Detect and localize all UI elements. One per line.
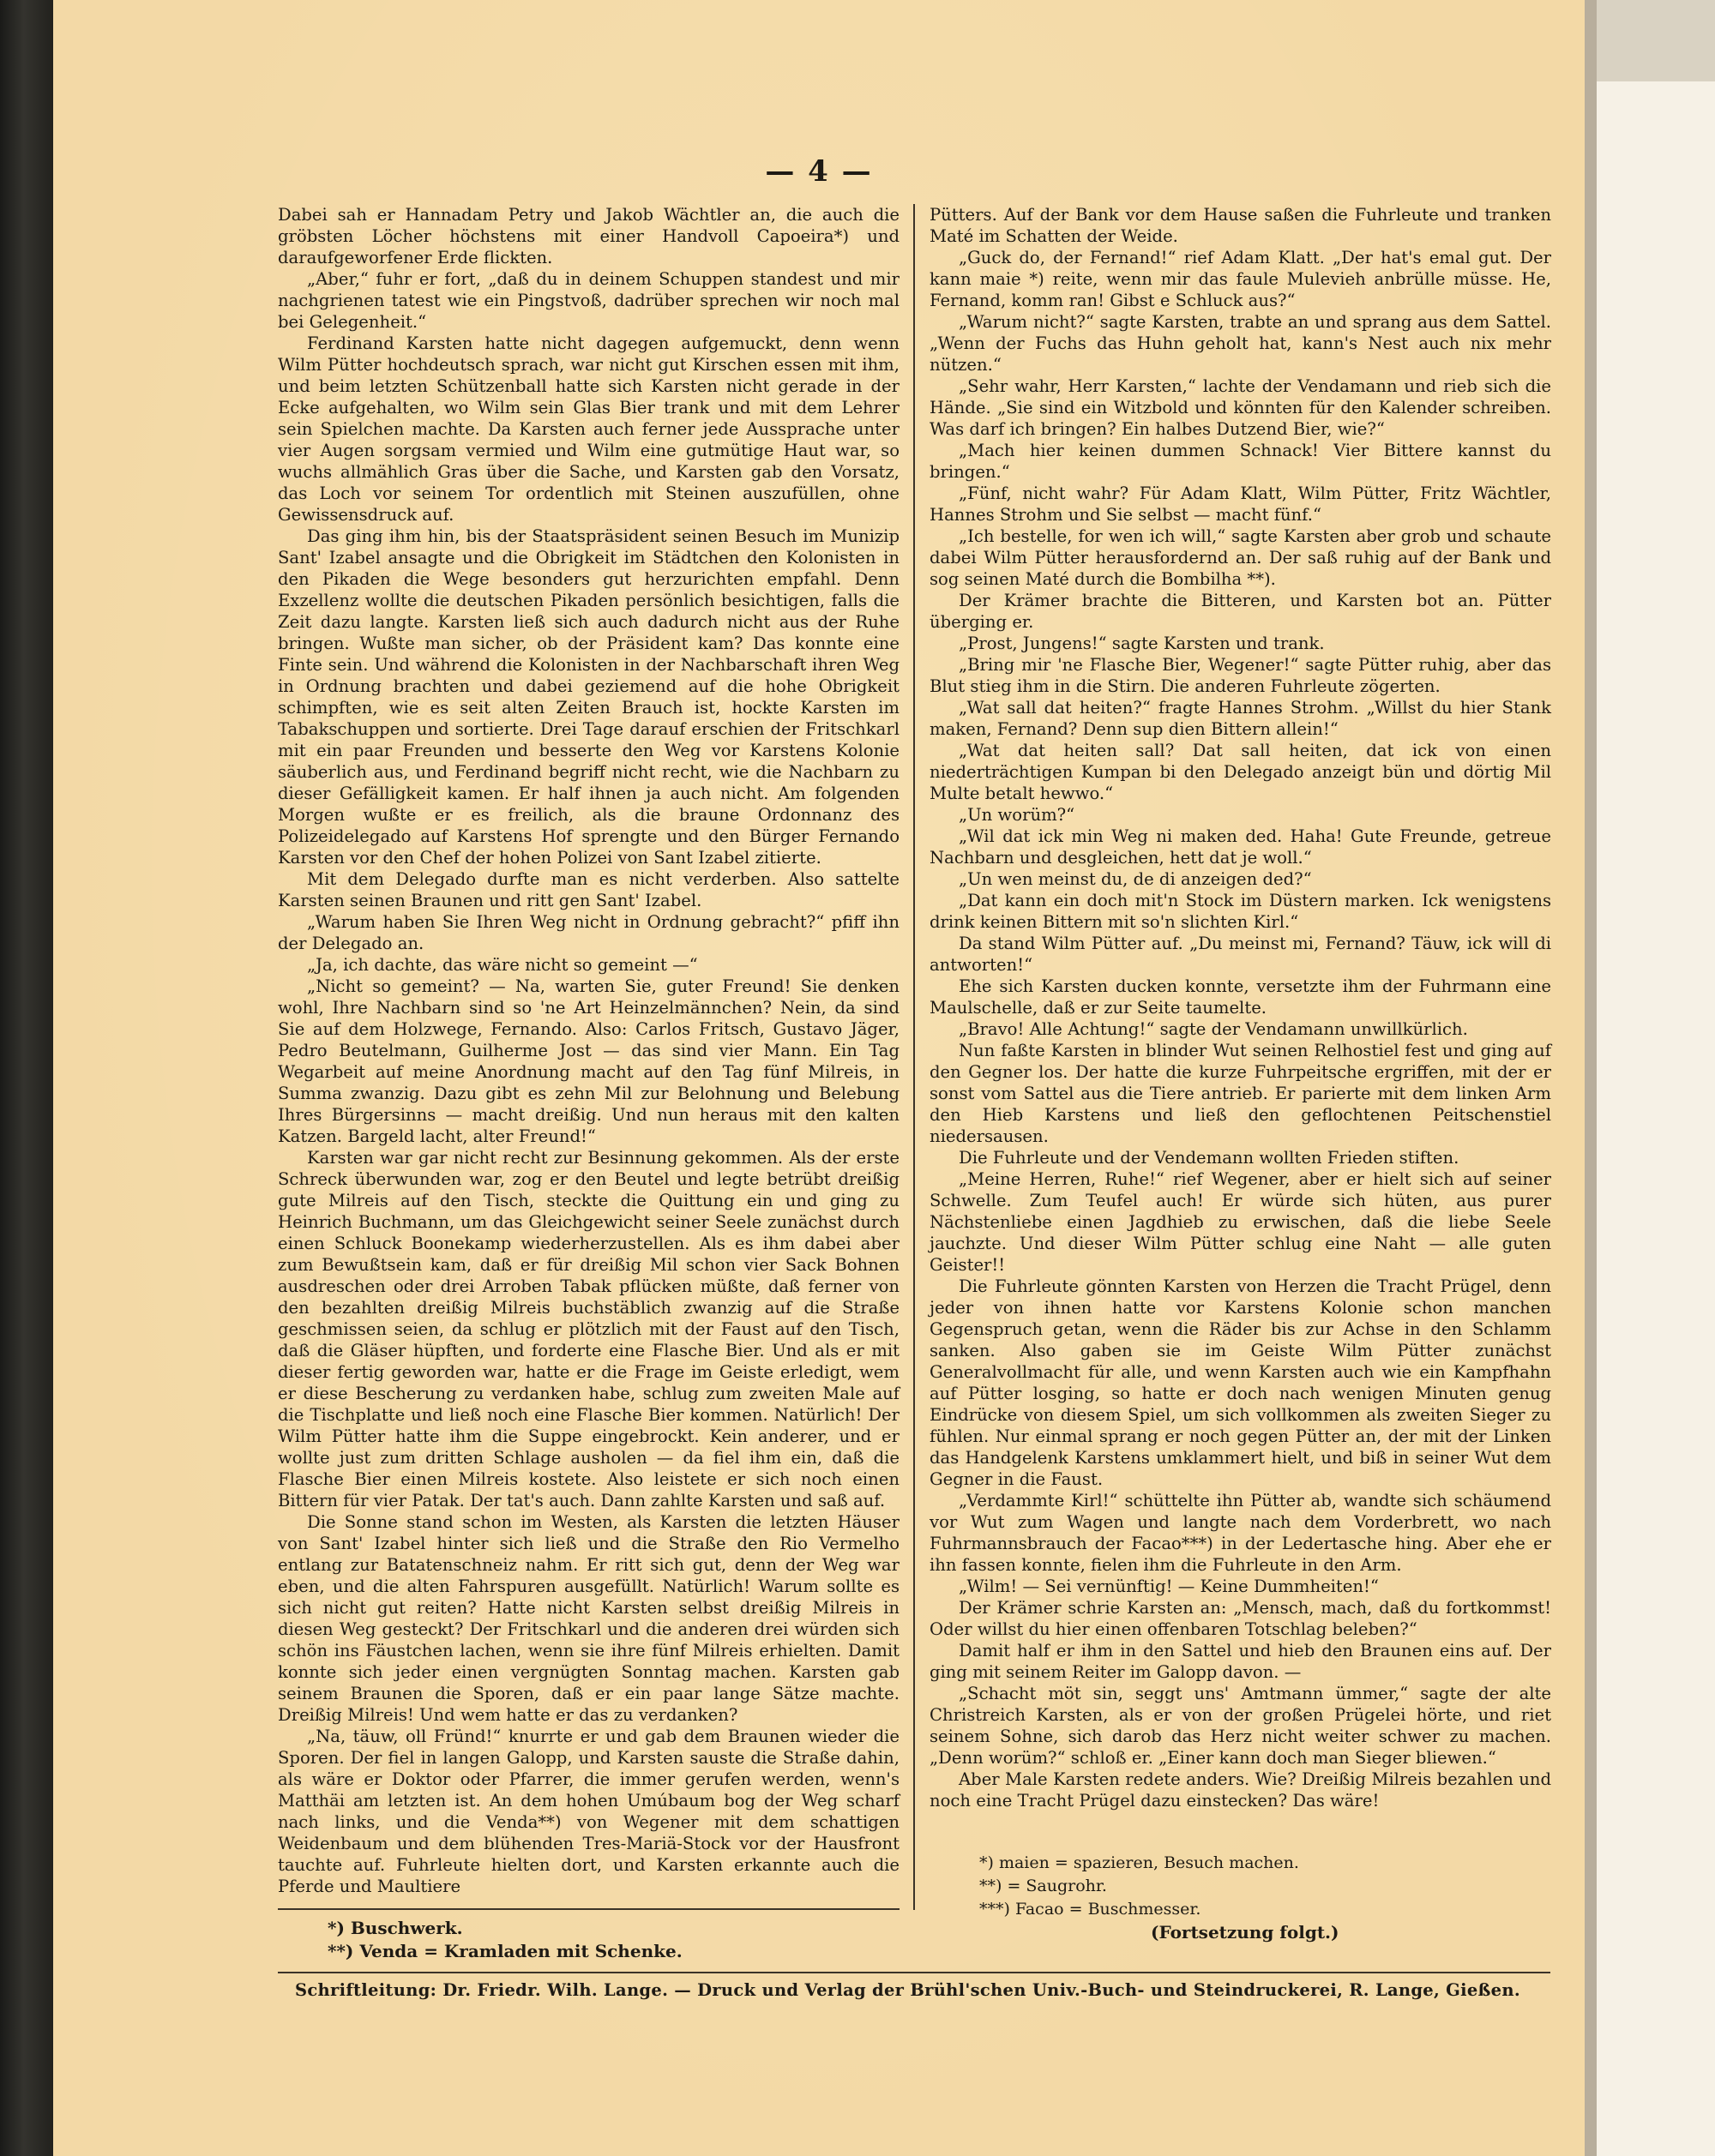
paragraph: „Bravo! Alle Achtung!“ sagte der Vendamann unwillkürlich. (959, 1019, 1468, 1039)
paragraph: „Verdammte Kirl!“ schüttelte ihn Pütter ab, wandte sich schäumend vor Wut zum Wagen und langte nach dem Vorderbrett, wo nach Fuhrmannsbrauch der Facao***) in der Ledertasche hing. Aber ehe er ihn fassen konnte, fielen ihm die Fuhrleute in den Arm. (930, 1491, 1551, 1575)
paragraph: „Schacht möt sin, seggt uns' Amtmann ümmer,“ sagte der alte Christreich Karsten, als er von der großen Prügelei hörte, und riet seinem Sohne, sich darob das Herz nicht weiter schwer zu machen. „Denn worüm?“ schloß er. „Einer kann doch man Sieger bliewen.“ (930, 1684, 1551, 1768)
book-binding (0, 0, 53, 2156)
paragraph: „Meine Herren, Ruhe!“ rief Wegener, aber er hielt sich auf seiner Schwelle. Zum Teufel auch! Er würde sich hüten, aus purer Nächstenliebe einen Jagdhieb zu erwischen, daß die liebe Seele jauchzte. Und dieser Wilm Pütter schlug eine Naht — alle guten Geister!! (930, 1169, 1551, 1275)
paragraph: Ehe sich Karsten ducken konnte, versetzte ihm der Fuhrmann eine Maulschelle, daß er zur Seite taumelte. (930, 976, 1551, 1018)
paragraph: „Warum haben Sie Ihren Weg nicht in Ordnung gebracht?“ pfiff ihn der Delegado an. (278, 912, 900, 953)
paragraph: Die Fuhrleute und der Vendemann wollten Frieden stiften. (959, 1148, 1459, 1168)
continuation-note: (Fortsetzung folgt.) (1151, 1922, 1339, 1943)
paragraph: Dabei sah er Hannadam Petry und Jakob Wächtler an, die auch die gröbsten Löcher höchstens mit einer Handvoll Capoeira*) und daraufgeworfener Erde flickten. (278, 205, 900, 267)
footnote: *) Buschwerk. (328, 1918, 463, 1938)
paragraph: Pütters. Auf der Bank vor dem Hause saßen die Fuhrleute und tranken Maté im Schatten der Weide. (930, 205, 1551, 246)
page-number: — 4 — (765, 154, 873, 189)
paragraph: „Sehr wahr, Herr Karsten,“ lachte der Vendamann und rieb sich die Hände. „Sie sind ein Witzbold und könnten für den Kalender schreiben. Was darf ich bringen? Ein halbes Dutzend Bier, wie?“ (930, 376, 1551, 439)
paragraph: Karsten war gar nicht recht zur Besinnung gekommen. Als der erste Schreck überwunden war, zog er den Beutel und legte betrübt dreißig gute Milreis auf den Tisch, steckte die Quittung ein und ging zu Heinrich Buchmann, um das Gleichgewicht seiner Seele zunächst durch einen Schluck Boonekamp wiederherzustellen. Als es ihm dabei aber zum Bewußtsein kam, daß er für dreißig Mil schon vier Sack Bohnen ausdreschen oder drei Arroben Tabak pflücken müßte, daß ferner von den bezahlten dreißig Milreis buchstäblich zwanzig auf die Straße geschmissen seien, da schlug er plötzlich mit der Faust auf den Tisch, daß die Gläser hüpften, und forderte eine Flasche Bier. Und als er mit dieser fertig geworden war, hatte er die Frage im Geiste erledigt, wem er diese Bescherung zu verdanken habe, schlug zum zweiten Male auf die Tischplatte und ließ noch eine Flasche Bier kommen. Natürlich! Der Wilm Pütter hatte ihm die Suppe eingebrockt. Kein anderer, und er wollte just zum dritten Schlage ausholen — da fiel ihm ein, daß die Flasche Bier einen Milreis kostete. Also leistete er sich noch einen Bittern für vier Patak. Der tat's auch. Dann zahlte Karsten und saß auf. (278, 1148, 900, 1510)
footnote: *) maien = spazieren, Besuch machen. (979, 1853, 1299, 1872)
footnote: **) = Saugrohr. (979, 1877, 1107, 1895)
paragraph: Nun faßte Karsten in blinder Wut seinen Relhostiel fest und ging auf den Gegner los. Der hatte die kurze Fuhrpeitsche ergriffen, mit der er sonst vom Sattel aus die Tiere antrieb. Er parierte mit dem linken Arm den Hieb Karstens und ließ den geflochtenen Peitschenstiel niedersausen. (930, 1041, 1551, 1146)
paragraph: Die Sonne stand schon im Westen, als Karsten die letzten Häuser von Sant' Izabel hinter sich ließ und die Straße den Rio Vermelho entlang zur Batatenschneiz nahm. Er ritt sich gut, denn der Weg war eben, und die alten Fahrspuren ausgefüllt. Natürlich! Warum sollte es sich nicht gut reiten? Hatte nicht Karsten selbst dreißig Milreis in diesen Weg gesteckt? Der Fritschkarl und die anderen drei würden sich schön ins Fäustchen lachen, wenn sie ihre fünf Milreis erhielten. Damit konnte sich jeder einen vergnügten Sonntag machen. Karsten gab seinem Braunen die Sporen, daß er ein paar lange Sätze machte. Dreißig Milreis! Und wem hatte er das zu verdanken? (278, 1512, 900, 1725)
paragraph: „Ja, ich dachte, das wäre nicht so gemeint —“ (307, 955, 698, 975)
footnote: ***) Facao = Buschmesser. (979, 1900, 1201, 1919)
paragraph: „Dat kann ein doch mit'n Stock im Düstern marken. Ick wenigstens drink keinen Bittern mit so'n slichten Kirl.“ (930, 891, 1551, 932)
left-footnotes (328, 1917, 876, 1963)
paragraph: Die Fuhrleute gönnten Karsten von Herzen die Tracht Prügel, denn jeder von ihnen hatte vor Karstens Kolonie schon manchen Gegenspruch getan, wenn die Räder bis zur Achse in den Schlamm sanken. Also gaben sie im Geiste Wilm Pütter zunächst Generalvollmacht für alle, und wenn Karsten auch wie ein Kampfhahn auf Pütter losging, so hatte er doch nach wenigen Minuten genug Eindrücke von diesem Spiel, um sich vollkommen als zweiten Sieger zu fühlen. Nur einmal sprang er noch gegen Pütter an, der mit der Linken das Handgelenk Karstens umklammert hielt, und biß in seiner Wut dem Gegner in die Faust. (930, 1276, 1551, 1489)
footnote: **) Venda = Kramladen mit Schenke. (328, 1941, 683, 1961)
paragraph: „Ich bestelle, for wen ich will,“ sagte Karsten aber grob und schaute dabei Wilm Pütter herausfordernd an. Der saß ruhig auf der Bank und sog seinen Maté durch die Bombilha **). (930, 526, 1551, 589)
paragraph: „Fünf, nicht wahr? Für Adam Klatt, Wilm Pütter, Fritz Wächtler, Hannes Strohm und Sie selbst — macht fünf.“ (930, 483, 1551, 525)
paragraph: Damit half er ihm in den Sattel und hieb den Braunen eins auf. Der ging mit seinem Reiter im Galopp davon. — (930, 1641, 1551, 1682)
next-page-edge (1597, 81, 1715, 2156)
newspaper-page (53, 0, 1585, 2156)
column-divider (913, 204, 915, 1910)
right-footnotes (979, 1852, 1528, 1921)
paragraph: Der Krämer brachte die Bitteren, und Karsten bot an. Pütter überging er. (930, 591, 1551, 632)
left-column (278, 204, 900, 1901)
left-footnote-rule (278, 1908, 900, 1910)
page-edge (1585, 0, 1597, 2156)
paragraph: Mit dem Delegado durfte man es nicht verderben. Also sattelte Karsten seinen Braunen und ritt gen Sant' Izabel. (278, 869, 900, 910)
paragraph: „Nicht so gemeint? — Na, warten Sie, guter Freund! Sie denken wohl, Ihre Nachbarn sind so 'ne Art Heinzelmännchen? Nein, da sind Sie auf dem Holzwege, Fernando. Also: Carlos Fritsch, Gustavo Jäger, Pedro Beutelmann, Guilherme Jost — das sind vier Mann. Ein Tag Wegarbeit auf meine Anordnung macht auf den Tag fünf Milreis, in Summa zwanzig. Dazu gibt es zehn Mil zur Belohnung und Belebung Ihres Bürgersinns — macht dreißig. Und nun heraus mit den kalten Katzen. Bargeld lacht, alter Freund!“ (278, 976, 900, 1146)
paragraph: Ferdinand Karsten hatte nicht dagegen aufgemuckt, denn wenn Wilm Pütter hochdeutsch sprach, war nicht gut Kirschen essen mit ihm, und beim letzten Schützenball hatte sich Karsten nicht gerade in der Ecke aufgehalten, wo Wilm sein Glas Bier trank und mit dem Lehrer sein Spielchen machte. Da Karsten auch ferner jede Aussprache unter vier Augen sorgsam vermied und Wilm eine gutmütige Haut war, so wuchs allmählich Gras über die Sache, und Karsten gab den Vorsatz, das Loch vor seinem Tor ordentlich mit Steinen auszufüllen, ohne Gewissensdruck auf. (278, 333, 900, 525)
paragraph: „Wat dat heiten sall? Dat sall heiten, dat ick von einen niederträchtigen Kumpan bi den Delegado anzeigt bün und dörtig Mil Multe betalt hewwo.“ (930, 741, 1551, 803)
paragraph: „Warum nicht?“ sagte Karsten, trabte an und sprang aus dem Sattel. „Wenn der Fuchs das Huhn geholt hat, kann's Nest auch nix mehr nützen.“ (930, 312, 1551, 375)
paragraph: „Bring mir 'ne Flasche Bier, Wegener!“ sagte Pütter ruhig, aber das Blut stieg ihm in die Stirn. Die anderen Fuhrleute zögerten. (930, 655, 1551, 696)
paragraph: „Guck do, der Fernand!“ rief Adam Klatt. „Der hat's emal gut. Der kann maie *) reite, wenn mir das faule Mulevieh anbrülle müsse. He, Fernand, komm ran! Gibst e Schluck aus?“ (930, 248, 1551, 310)
imprint-rule (278, 1972, 1550, 1973)
paragraph: „Un wen meinst du, de di anzeigen ded?“ (959, 869, 1312, 889)
right-column (930, 204, 1551, 1811)
paragraph: „Na, täuw, oll Fründ!“ knurrte er und gab dem Braunen wieder die Sporen. Der fiel in langen Galopp, und Karsten sauste die Straße dahin, als wäre er Doktor oder Pfarrer, die immer gerufen werden, wenn's Matthäi am letzten ist. An dem hohen Umúbaum bog der Weg scharf nach links, und die Venda**) von Wegener mit dem schattigen Weidenbaum und dem blühenden Tres-Mariä-Stock vor der Hausfront tauchte auf. Fuhrleute hielten dort, und Karsten erkannte auch die Pferde und Maultiere (278, 1727, 900, 1896)
next-page-top-shadow (1597, 0, 1715, 81)
paragraph: Das ging ihm hin, bis der Staatspräsident seinen Besuch im Munizip Sant' Izabel ansagte und die Obrigkeit im Städtchen den Kolonisten in den Pikaden die Wege besonders gut herzurichten empfahl. Denn Exzellenz wollte die deutschen Pikaden persönlich besichtigen, falls die Zeit dazu langte. Karsten ließ sich auch dadurch nicht aus der Ruhe bringen. Wußte man sicher, ob der Präsident kam? Das konnte eine Finte sein. Und während die Kolonisten in der Nachbarschaft ihren Weg in Ordnung brachten und dabei geziemend auf die hohe Obrigkeit schimpften, wie es seit alten Zeiten Brauch ist, hockte Karsten im Tabakschuppen und sortierte. Drei Tage darauf erschien der Fritschkarl mit ein paar Freunden und besserte den Weg vor Karstens Kolonie säuberlich aus, und Ferdinand begriff nicht recht, wie die Nachbarn zu dieser Gefälligkeit kamen. Er half ihnen ja auch nicht. Am folgenden Morgen wußte er es freilich, als die braune Ordonnanz des Polizeidelegado auf Karstens Hof sprengte und den Bürger Fernando Karsten vor den Chef der hohen Polizei von Sant Izabel zitierte. (278, 526, 900, 868)
paragraph: „Prost, Jungens!“ sagte Karsten und trank. (959, 634, 1325, 653)
paragraph: Da stand Wilm Pütter auf. „Du meinst mi, Fernand? Täuw, ick will di antworten!“ (930, 934, 1551, 975)
paragraph: „Aber,“ fuhr er fort, „daß du in deinem Schuppen standest und mir nachgrienen tatest wie ein Pingstvoß, dadrüber sprechen wir noch mal bei Gelegenheit.“ (278, 269, 900, 332)
imprint-line: Schriftleitung: Dr. Friedr. Wilh. Lange. — Druck und Verlag der Brühl'schen Univ.-Buch- und Steindruckerei, R. Lange, Gießen. (295, 1980, 1520, 2000)
paragraph: Der Krämer schrie Karsten an: „Mensch, mach, daß du fortkommst! Oder willst du hier einen offenbaren Totschlag beleben?“ (930, 1598, 1551, 1639)
paragraph: „Wil dat ick min Weg ni maken ded. Haha! Gute Freunde, getreue Nachbarn und desgleichen, hett dat je woll.“ (930, 826, 1551, 868)
paragraph: „Wat sall dat heiten?“ fragte Hannes Strohm. „Willst du hier Stank maken, Fernand? Denn sup dien Bittern allein!“ (930, 698, 1551, 739)
paragraph: „Un worüm?“ (959, 805, 1075, 825)
paragraph: „Wilm! — Sei vernünftig! — Keine Dummheiten!“ (959, 1576, 1379, 1596)
paragraph: „Mach hier keinen dummen Schnack! Vier Bittere kannst du bringen.“ (930, 441, 1551, 482)
paragraph: Aber Male Karsten redete anders. Wie? Dreißig Milreis bezahlen und noch eine Tracht Prügel dazu einstecken? Das wäre! (930, 1769, 1551, 1811)
